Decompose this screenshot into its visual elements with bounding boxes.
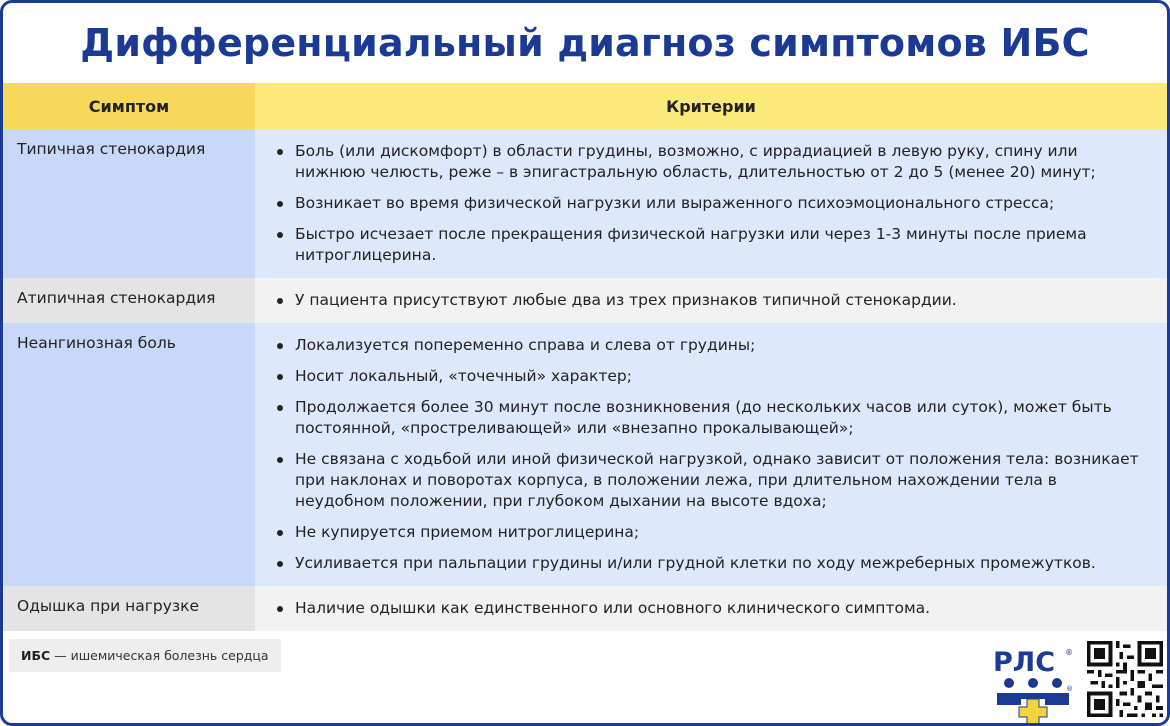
footnote	[9, 639, 281, 672]
list-item: Не купируется приемом нитроглицерина;	[277, 522, 1147, 543]
svg-text:®: ®	[1066, 685, 1073, 693]
list-item: Боль (или дискомфорт) в области грудины, возможно, с иррадиацией в левую руку, спину или нижнюю челюсть, реже – в эпигастральную область, длительностью от 2 до 5 (менее 20) минут;	[277, 141, 1147, 183]
criteria-cell	[255, 586, 1167, 631]
footnote-abbr: ИБС	[21, 648, 51, 663]
criteria-list	[277, 335, 1147, 574]
criteria-cell	[255, 278, 1167, 323]
symptom-cell: Атипичная стенокардия	[3, 278, 255, 323]
symptom-cell: Одышка при нагрузке	[3, 586, 255, 631]
criteria-list	[277, 598, 1147, 619]
qr-code-icon	[1087, 641, 1163, 717]
list-item: Усиливается при пальпации грудины и/или грудной клетки по ходу межреберных промежутков.	[277, 553, 1147, 574]
criteria-cell	[255, 323, 1167, 586]
list-item: Возникает во время физической нагрузки или выраженного психоэмоционального стресса;	[277, 193, 1147, 214]
table-row	[3, 323, 1167, 586]
criteria-list	[277, 141, 1147, 266]
table-row	[3, 129, 1167, 278]
logo-text: РЛС	[993, 647, 1056, 678]
criteria-cell	[255, 129, 1167, 278]
list-item: Продолжается более 30 минут после возникновения (до нескольких часов или суток), может быть постоянной, «простреливающей» или «внезапно прокалывающей»;	[277, 397, 1147, 439]
table-row	[3, 586, 1167, 631]
list-item: Наличие одышки как единственного или основного клинического симптома.	[277, 598, 1147, 619]
list-item: Быстро исчезает после прекращения физической нагрузки или через 1-3 минуты после приема нитроглицерина.	[277, 224, 1147, 266]
table-row	[3, 278, 1167, 323]
diagnosis-table	[3, 83, 1167, 631]
symptom-cell: Неангинозная боль	[3, 323, 255, 586]
criteria-list	[277, 290, 1147, 311]
list-item: У пациента присутствуют любые два из трех признаков типичной стенокардии.	[277, 290, 1147, 311]
logo-mark: ®	[1065, 648, 1073, 657]
table-header-row	[3, 83, 1167, 129]
header-criteria: Критерии	[255, 83, 1167, 129]
list-item: Носит локальный, «точечный» характер;	[277, 366, 1147, 387]
list-item: Локализуется попеременно справа и слева от грудины;	[277, 335, 1147, 356]
rls-logo-icon	[993, 643, 1073, 726]
footnote-text: — ишемическая болезнь сердца	[50, 648, 269, 663]
header-symptom: Симптом	[3, 83, 255, 129]
page-title: Дифференциальный диагноз симптомов ИБС	[80, 21, 1090, 65]
list-item: Не связана с ходьбой или иной физической нагрузкой, однако зависит от положения тела: возникает при наклонах и поворотах корпуса, в положении лежа, при длительном нахождении тела в неудобном положении, при глубоком дыхании на высоте вдоха;	[277, 449, 1147, 512]
symptom-cell: Типичная стенокардия	[3, 129, 255, 278]
